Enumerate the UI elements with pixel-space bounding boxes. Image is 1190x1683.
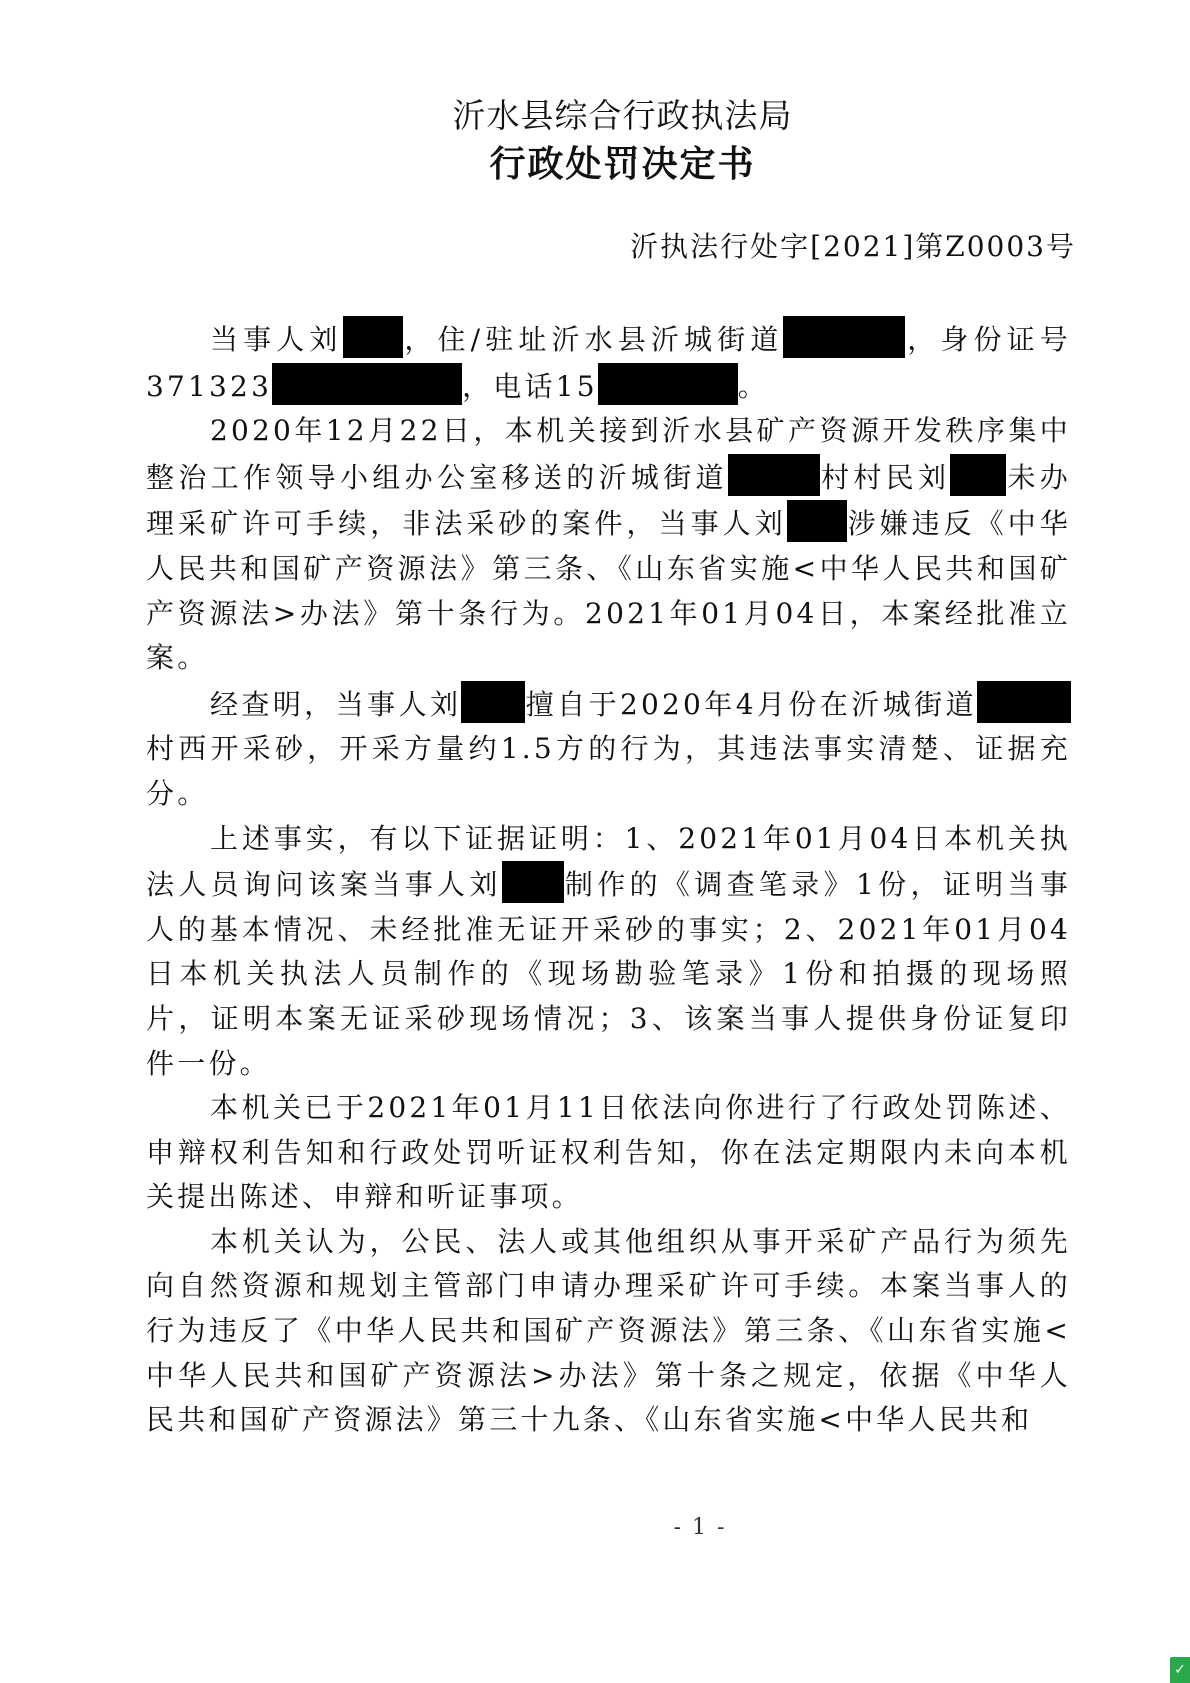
text-segment: 当事人刘 xyxy=(210,323,343,356)
paragraph-party-info xyxy=(146,316,1071,409)
document-type-title: 行政处罚决定书 xyxy=(489,143,756,185)
text-segment: 上述事实，有以下证据证明：1、2021年01月04日本机关执法人员询问该案当事人刘 xyxy=(146,821,1071,902)
redaction-block xyxy=(343,316,403,358)
document-body xyxy=(146,316,1071,1443)
paragraph-legal-basis: 本机关认为，公民、法人或其他组织从事开采矿产品行为须先向自然资源和规划主管部门申请办理采矿许可手续。本案当事人的行为违反了《中华人民共和国矿产资源法》第三条、《山东省实施<中华人民共和国矿产资源法>办法》第十条之规定，依据《中华人民共和国矿产资源法》第三十九条、《山东省实施<中华人民共和 xyxy=(146,1224,1071,1437)
redaction-block xyxy=(502,861,564,903)
redaction-block xyxy=(728,454,820,496)
page-number: - 1 - xyxy=(673,1515,727,1540)
redaction-block xyxy=(461,681,525,723)
issuing-authority-title: 沂水县综合行政执法局 xyxy=(452,96,793,135)
text-segment: 制作的《调查笔录》1份，证明当事人的基本情况、未经批准无证开采砂的事实；2、2021年01月04日本机关执法人员制作的《现场勘验笔录》1份和拍摄的现场照片，证明本案无证采砂现场情况；3、该案当事人提供身份证复印件一份。 xyxy=(146,868,1071,1080)
paragraph-evidence xyxy=(146,817,1071,1087)
paragraph-case-origin xyxy=(146,409,1071,681)
text-segment: 村村民刘 xyxy=(819,460,951,494)
paragraph-notification: 本机关已于2021年01月11日依法向你进行了行政处罚陈述、申辩权利告知和行政处罚听证权利告知，你在法定期限内未向本机关提出陈述、申辩和听证事项。 xyxy=(146,1091,1071,1214)
redaction-block xyxy=(950,454,1006,496)
text-segment: ，电话15 xyxy=(462,369,598,403)
document-number: 沂执法行处字[2021]第Z0003号 xyxy=(630,230,1076,263)
text-segment: 经查明，当事人刘 xyxy=(210,687,462,721)
redaction-block xyxy=(783,316,905,358)
redaction-block xyxy=(787,500,847,542)
text-segment: ，住/驻址沂水县沂城街道 xyxy=(402,323,784,356)
text-segment: 2020年12月22日，本机关接到沂水县矿产资源开发秩序集中整治工作领导小组办公室移送的沂城街道 xyxy=(146,414,1071,494)
text-segment: 涉嫌违反《中华人民共和国矿产资源法》第三条、《山东省实施<中华人民共和国矿产资源法>办法》第十条行为。2021年01月04日，本案经批准立案。 xyxy=(146,507,1071,675)
redaction-block xyxy=(598,363,738,405)
redaction-block xyxy=(977,681,1071,723)
text-segment: 未办理采矿许可手续，非法采砂的案件，当事人刘 xyxy=(146,460,1071,541)
text-segment: 村西开采砂，开采方量约1.5方的行为，其违法事实清楚、证据充分。 xyxy=(146,732,1071,810)
redaction-block xyxy=(272,363,462,405)
text-segment: ，身份证号371323 xyxy=(146,323,1071,403)
text-segment: 擅自于2020年4月份在沂城街道 xyxy=(525,687,977,721)
text-segment: 。 xyxy=(737,369,769,403)
download-check-icon[interactable]: ✓ xyxy=(1170,1657,1190,1683)
paragraph-findings xyxy=(146,681,1071,817)
